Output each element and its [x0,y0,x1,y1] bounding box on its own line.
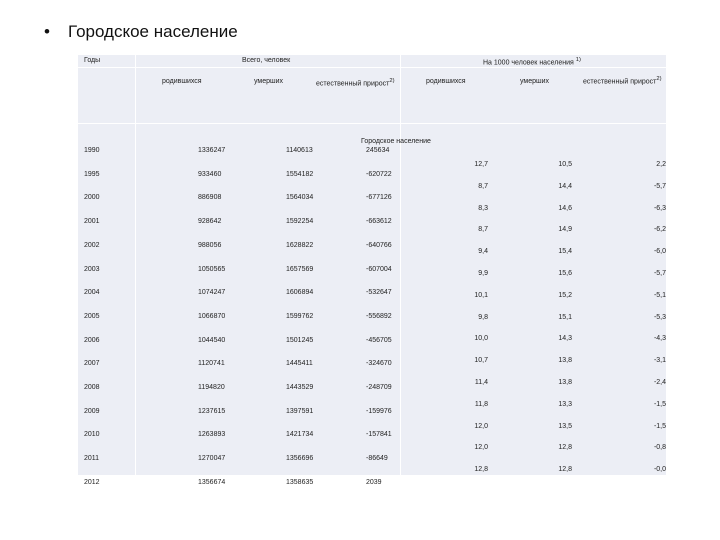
table-cell-died-rate: 12,8 [558,466,572,474]
table-cell-year: 1995 [84,170,100,178]
table-cell-born: 1074247 [198,289,226,297]
header-natural: естественный прирост$^{2)}$ [316,78,395,88]
table-cell-died: 1592254 [286,218,314,226]
table-cell-year: 2001 [84,218,100,226]
table-cell-natural: -159976 [366,407,392,415]
table-cell-died: 1606894 [286,289,314,297]
table-cell-born-rate: 9,8 [478,313,488,321]
table-cell-born-rate: 10,7 [474,357,488,365]
table-cell-born: 1270047 [198,455,226,463]
table-cell-natural-rate: -6,2 [653,226,666,234]
subheader-urban: Городское население [361,138,431,145]
table-cell-natural-rate: -5,7 [653,270,666,277]
table-cell-died: 1356696 [286,455,314,463]
table-cell-born-rate: 8,7 [478,182,488,190]
table-cell-died-rate: 14,3 [558,335,572,343]
table-cell-year: 2007 [84,360,100,368]
table-cell-natural-rate: -0,0 [653,466,666,474]
table-cell-year: 2006 [84,336,100,344]
table-cell-born: 1237615 [198,407,226,415]
table-cell-natural: -324670 [366,360,392,368]
table-cell-born-rate: 12,0 [474,422,488,430]
table-cell-born: 988056 [198,241,222,249]
table-cell-year: 2012 [84,478,100,486]
row-divider [78,123,666,124]
table-cell-natural-rate: -6,0 [653,248,666,256]
table-cell-died-rate: 13,3 [558,400,572,408]
slide-title [44,22,238,42]
table-cell-died-rate: 13,5 [558,422,572,430]
table-cell-died: 1140613 [286,147,313,154]
bullet-dot: • [44,22,50,41]
table-cell-died-rate: 12,8 [558,444,572,452]
table-cell-year: 2009 [84,407,100,415]
table-cell-died-rate: 14,6 [558,204,572,212]
table-cell-year: 2003 [84,265,100,273]
table-cell-year: 2010 [84,431,100,439]
table-cell-died-rate: 15,2 [558,291,572,299]
header-died: умерших [254,78,284,85]
table-cell-natural-rate: -1,5 [653,422,666,430]
table-cell-natural-rate: -5,7 [653,182,666,190]
table-cell-born-rate: 9,4 [478,248,488,256]
table-cell-year: 2002 [84,241,100,249]
table-cell-born-rate: 9,9 [478,270,488,277]
column-divider [400,55,401,475]
slide-title-text: Городское население [68,22,238,41]
table-cell-year: 2004 [84,289,100,297]
table-cell-died: 1443529 [286,384,314,391]
table-cell-born-rate: 11,8 [474,400,488,408]
table-cell-died-rate: 10,5 [558,161,572,168]
table-cell-year: 2000 [84,194,100,202]
table-cell-born: 1120741 [198,360,225,368]
table-cell-died: 1421734 [286,431,314,439]
header-years: Годы [84,57,101,64]
table-cell-born: 1263893 [198,431,226,439]
table-cell-died: 1554182 [286,170,314,178]
table-cell-year: 2005 [84,312,100,320]
table-cell-born-rate: 10,0 [474,335,488,343]
table-cell-born-rate: 12,7 [474,161,488,168]
table-cell-born: 1050565 [198,265,226,273]
table-cell-died-rate: 13,8 [558,379,572,386]
header-per1000-group: На 1000 человек населения $^{1)}$ [483,57,581,67]
table-cell-died-rate: 14,9 [558,226,572,234]
table-cell-died-rate: 15,1 [558,313,572,321]
table-cell-natural-rate: -5,3 [653,313,666,321]
table-cell-died-rate: 15,6 [558,270,572,277]
header-born-rate: родившихся [426,78,466,85]
table-cell-born: 886908 [198,194,222,202]
column-divider [135,55,136,475]
table-cell-natural: -157841 [366,431,392,439]
table-cell-natural-rate: -5,1 [653,291,666,299]
row-divider [78,67,666,68]
table-cell-died: 1564034 [286,194,314,202]
table-cell-died-rate: 15,4 [558,248,572,256]
table-cell-born-rate: 12,8 [474,466,488,474]
table-cell-natural-rate: -2,4 [653,379,666,386]
table-cell-natural-rate: -4,3 [653,335,666,343]
table-cell-natural: -248709 [366,384,392,391]
table-cell-born-rate: 8,3 [478,204,488,212]
table-cell-died: 1657569 [286,265,314,273]
table-cell-natural-rate: -0,8 [653,444,666,452]
table-cell-natural: -86649 [366,455,388,463]
table-cell-year: 2011 [84,455,100,463]
table-cell-natural: -456705 [366,336,392,344]
population-table [78,55,666,486]
table-cell-died: 1628822 [286,241,314,249]
table-cell-natural: 245634 [366,147,390,154]
table-cell-born-rate: 11,4 [474,379,488,386]
table-cell-natural-rate: -6,3 [653,204,666,212]
table-cell-natural: -640766 [366,241,392,249]
table-cell-born: 928642 [198,218,222,226]
table-cell-natural-rate: -1,5 [653,400,666,408]
header-died-rate: умерших [520,78,550,85]
table-cell-born: 1044540 [198,336,226,344]
header-born: родившихся [162,78,202,85]
header-total-group: Всего, человек [242,57,291,64]
table-cell-natural: -607004 [366,265,392,273]
table-cell-died: 1397591 [286,407,314,415]
table-cell-natural: 2039 [366,478,382,486]
table-cell-natural: -677126 [366,194,392,202]
table-cell-year: 1990 [84,147,100,154]
table-cell-born: 1336247 [198,147,226,154]
table-cell-natural: -663612 [366,218,392,226]
table-cell-natural-rate: -3,1 [653,357,666,365]
table-cell-born: 1194820 [198,384,225,391]
table-cell-natural: -532647 [366,289,392,297]
table-cell-born-rate: 12,0 [474,444,488,452]
table-cell-died-rate: 13,8 [558,357,572,365]
table-cell-died: 1501245 [286,336,314,344]
table-cell-natural-rate: 2,2 [656,161,666,168]
table-cell-natural: -556892 [366,312,392,320]
table-cell-born: 933460 [198,170,222,178]
table-cell-year: 2008 [84,384,100,391]
table-cell-died-rate: 14,4 [558,182,572,190]
table-cell-born: 1066870 [198,312,226,320]
header-natural-rate: естественный прирост$^{2)}$ [583,76,662,86]
table-cell-born-rate: 10,1 [474,291,488,299]
table-cell-died: 1445411 [286,360,313,368]
table-cell-died: 1358635 [286,478,314,486]
table-cell-born: 1356674 [198,478,226,486]
table-cell-born-rate: 8,7 [478,226,488,234]
table-cell-died: 1599762 [286,312,314,320]
table-cell-natural: -620722 [366,170,392,178]
